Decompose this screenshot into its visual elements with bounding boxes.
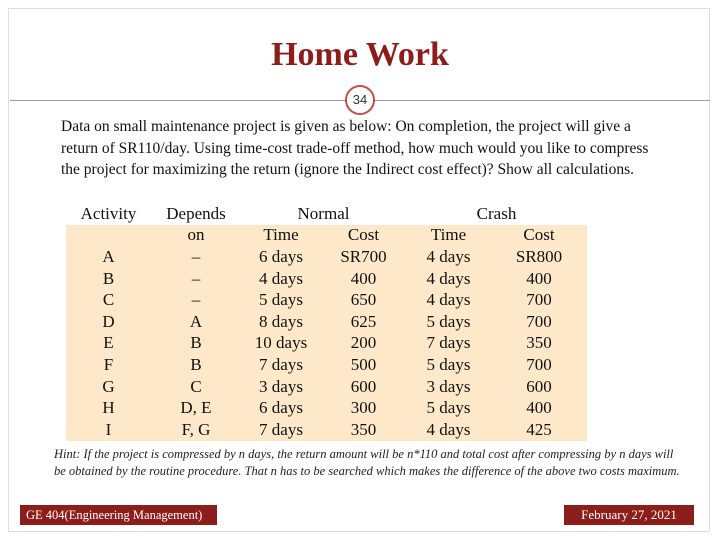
cell-depends: A: [189, 311, 203, 331]
title-rule-right: [373, 100, 710, 101]
cell-crash-time: 5 days: [426, 311, 471, 331]
cell-normal-cost: 300: [350, 398, 377, 418]
subheader-on: on: [187, 225, 205, 245]
cell-normal-cost: 350: [350, 419, 377, 439]
subheader-blank: [66, 225, 151, 247]
table-row: [66, 354, 587, 376]
cell-depends: B: [190, 354, 202, 374]
header-normal: Normal: [241, 203, 406, 225]
page-number-badge: 34: [345, 85, 375, 115]
cell-normal-cost: 400: [350, 268, 377, 288]
subheader-normal-cost: Cost: [347, 225, 380, 245]
table-row: [66, 419, 587, 441]
table-row: [66, 397, 587, 419]
cell-crash-time: 4 days: [426, 290, 471, 310]
cell-depends: –: [191, 268, 201, 288]
cell-normal-cost: 200: [350, 333, 377, 353]
cell-crash-time: 3 days: [426, 376, 471, 396]
cell-normal-time: 8 days: [259, 311, 303, 331]
cell-crash-time: 4 days: [426, 268, 471, 288]
table-row: [66, 268, 587, 290]
cell-crash-cost: SR800: [515, 246, 563, 266]
cell-normal-time: 10 days: [254, 333, 308, 353]
cell-normal-cost: 500: [350, 354, 377, 374]
cell-crash-cost: 425: [526, 419, 552, 439]
cell-crash-cost: 400: [526, 268, 552, 288]
project-data-table: [66, 203, 587, 441]
table-row: [66, 246, 587, 268]
cell-normal-time: 4 days: [259, 268, 303, 288]
cell-normal-time: 7 days: [259, 354, 303, 374]
title-rule-left: [10, 100, 347, 101]
cell-normal-cost: 625: [350, 311, 377, 331]
cell-crash-cost: 600: [526, 376, 552, 396]
cell-normal-cost: 600: [350, 376, 377, 396]
cell-activity: C: [102, 290, 115, 310]
cell-crash-time: 4 days: [426, 419, 471, 439]
cell-normal-time: 7 days: [259, 419, 303, 439]
cell-crash-cost: 700: [526, 311, 552, 331]
cell-normal-time: 6 days: [259, 246, 303, 266]
cell-depends: –: [191, 290, 201, 310]
cell-normal-cost: 650: [350, 290, 377, 310]
table-row: [66, 311, 587, 333]
problem-statement: Data on small maintenance project is given as below: On completion, the project will give a return of SR110/day. Using time-cost trade-off method, how much would you like to compress the project for maximizing the return (ignore the Indirect cost effect)? Show all calculations.: [61, 118, 649, 179]
header-crash: Crash: [406, 203, 587, 225]
table-subheader-row: [66, 225, 587, 247]
cell-crash-time: 7 days: [426, 333, 471, 353]
cell-normal-time: 6 days: [259, 398, 303, 418]
hint-text: Hint: If the project is compressed by n days, the return amount will be n*110 and total cost after compressing by n days will be obtained by the routine procedure. That n has to be searched which makes the difference of the above two costs maximum.: [54, 447, 680, 478]
cell-activity: E: [103, 333, 114, 353]
cell-crash-cost: 700: [526, 354, 552, 374]
cell-depends: –: [191, 246, 201, 266]
table-row: [66, 289, 587, 311]
cell-activity: I: [105, 419, 112, 439]
subheader-normal-time: Time: [263, 225, 299, 245]
cell-activity: A: [102, 246, 115, 266]
cell-crash-time: 5 days: [426, 354, 471, 374]
cell-depends: D, E: [180, 398, 212, 418]
footer-date: February 27, 2021: [564, 505, 694, 525]
footer-course-label: GE 404(Engineering Management): [20, 505, 217, 525]
cell-crash-time: 5 days: [426, 398, 471, 418]
header-activity: Activity: [66, 203, 151, 225]
cell-depends: C: [190, 376, 202, 396]
cell-activity: H: [102, 398, 115, 418]
cell-normal-time: 5 days: [259, 290, 303, 310]
cell-crash-cost: 700: [526, 290, 552, 310]
cell-depends: B: [190, 333, 202, 353]
slide-title: Home Work: [271, 36, 449, 73]
table-row: [66, 333, 587, 355]
cell-crash-cost: 400: [526, 398, 552, 418]
table-header-row: [66, 203, 587, 225]
cell-activity: F: [103, 354, 114, 374]
cell-activity: D: [102, 311, 115, 331]
cell-depends: F, G: [181, 419, 211, 439]
cell-normal-time: 3 days: [259, 376, 303, 396]
cell-crash-time: 4 days: [426, 246, 471, 266]
table-row: [66, 376, 587, 398]
cell-activity: G: [102, 376, 115, 396]
subheader-crash-time: Time: [430, 225, 467, 245]
cell-activity: B: [102, 268, 115, 288]
cell-normal-cost: SR700: [340, 246, 387, 266]
header-depends: Depends: [151, 203, 241, 225]
subheader-crash-cost: Cost: [523, 225, 555, 245]
cell-crash-cost: 350: [526, 333, 552, 353]
